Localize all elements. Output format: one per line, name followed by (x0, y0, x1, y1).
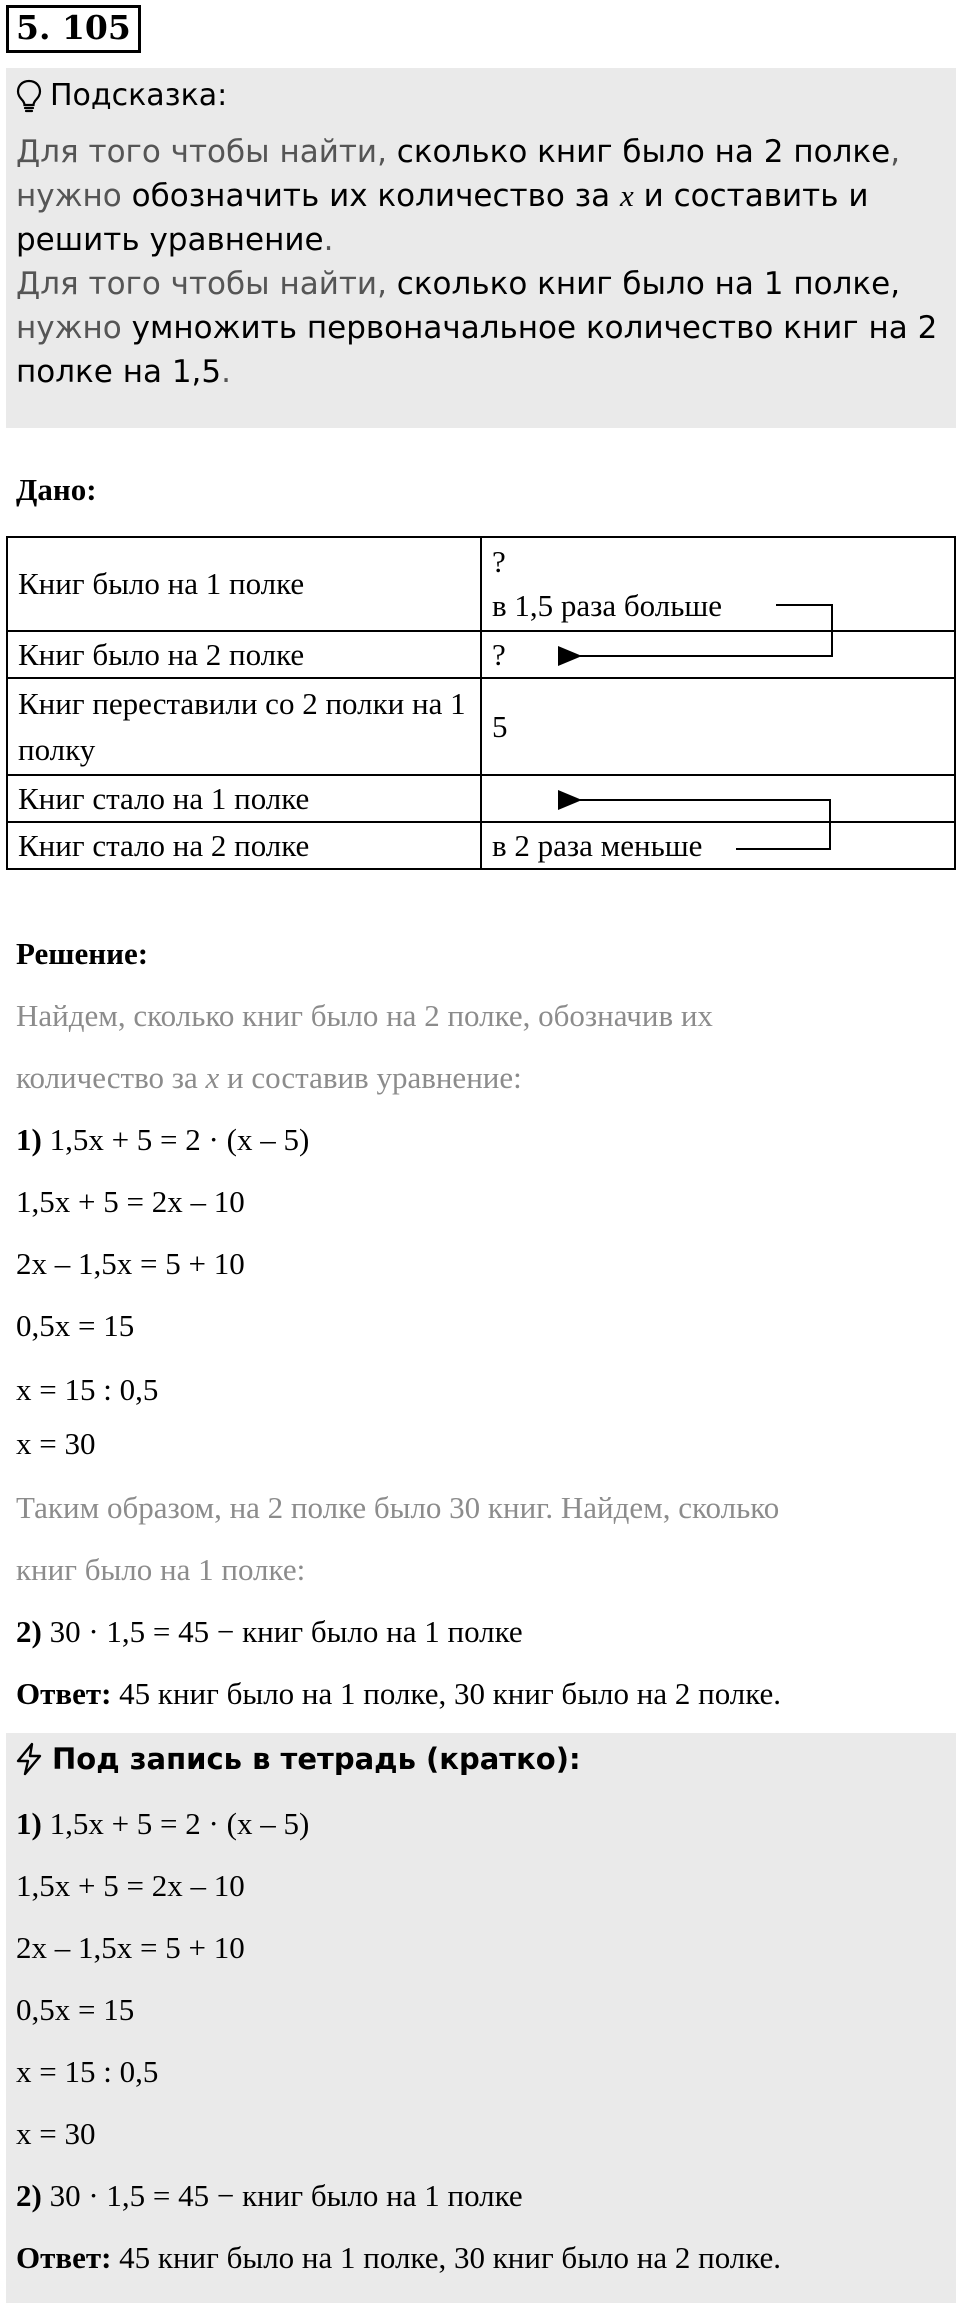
table-cell-label: Книг было на 2 полке (7, 631, 481, 678)
step-2 (16, 1614, 523, 1650)
step-label: 1) (16, 1806, 42, 1841)
brief-title: Под запись в тетрадь (кратко): (52, 1742, 581, 1776)
table-row (7, 822, 955, 869)
table-cell-label: Книг переставили со 2 полки на 1 полку (7, 678, 481, 775)
brief-answer (16, 2240, 781, 2276)
hint-p2-bold2: умножить первоначальное количество книг на 2 полке на 1,5 (16, 310, 938, 390)
solution-mid-1: Таким образом, на 2 полке было 30 книг. Найдем, сколько (16, 1490, 780, 1525)
hint-p2-end: . (221, 354, 231, 390)
answer-text: 45 книг было на 1 полке, 30 книг было на 2 полке. (119, 1676, 782, 1711)
lightbulb-icon (16, 79, 42, 113)
table-cell-label: Книг было на 1 полке (7, 537, 481, 631)
brief-equation-3: 2x – 1,5x = 5 + 10 (16, 1930, 245, 1965)
hint-p1-end: . (323, 222, 334, 258)
hint-p1-bold: сколько книг было на 2 полке (396, 134, 891, 170)
answer (16, 1676, 781, 1712)
equation-3: 2x – 1,5x = 5 + 10 (16, 1246, 245, 1281)
table-cell-value (481, 537, 955, 631)
brief-equation-5: x = 15 : 0,5 (16, 2054, 159, 2089)
intro-text: количество за (16, 1060, 206, 1095)
hint-text (16, 130, 946, 394)
answer-label: Ответ: (16, 1676, 112, 1711)
intro-text: и составив уравнение: (219, 1060, 522, 1095)
lightning-icon (14, 1742, 44, 1776)
table-cell-value: 5 (481, 678, 955, 775)
step-label: 2) (16, 1614, 42, 1649)
solution-intro-2 (16, 1060, 522, 1096)
task-number: 5. 105 (6, 5, 141, 53)
equation-6: x = 30 (16, 1426, 96, 1461)
hint-p1-text2: , нужно (16, 134, 901, 214)
brief-equation-6: x = 30 (16, 2116, 96, 2151)
hint-p1-bold3: и составить и решить уравнение (16, 178, 869, 258)
given-title: Дано: (16, 472, 97, 507)
solution-mid-2: книг было на 1 полке: (16, 1552, 306, 1587)
hint-header (16, 78, 227, 113)
solution-title: Решение: (16, 936, 149, 971)
equation-text: 1,5x + 5 = 2 · (x – 5) (49, 1122, 310, 1157)
hint-p2-bold: сколько книг было на 1 полке, (396, 266, 901, 302)
table-cell-value: в 2 раза меньше (481, 822, 955, 869)
brief-equation-1 (16, 1806, 309, 1842)
table-row (7, 775, 955, 822)
table-cell-value (481, 775, 955, 822)
table-row (7, 537, 955, 631)
equation-2: 1,5x + 5 = 2x – 10 (16, 1184, 245, 1219)
answer-label: Ответ: (16, 2240, 112, 2275)
hint-variable: x (620, 178, 634, 213)
table-cell-label: Книг стало на 1 полке (7, 775, 481, 822)
table-cell-label: Книг стало на 2 полке (7, 822, 481, 869)
hint-p2-text2: нужно (16, 310, 132, 346)
table-row (7, 678, 955, 775)
answer-text: 45 книг было на 1 полке, 30 книг было на 2 полке. (119, 2240, 782, 2275)
hint-p2-text: Для того чтобы найти, (16, 266, 397, 302)
brief-equation-2: 1,5x + 5 = 2x – 10 (16, 1868, 245, 1903)
table-row (7, 631, 955, 678)
hint-p1-text: Для того чтобы найти, (16, 134, 397, 170)
brief-equation-4: 0,5x = 15 (16, 1992, 135, 2027)
equation-5: x = 15 : 0,5 (16, 1372, 159, 1407)
hint-box (6, 68, 956, 428)
brief-header (14, 1742, 581, 1776)
step-text: 30 · 1,5 = 45 − книг было на 1 полке (49, 1614, 523, 1649)
equation-text: 1,5x + 5 = 2 · (x – 5) (49, 1806, 310, 1841)
hint-p1-bold2: обозначить их количество за (131, 178, 620, 214)
hint-title: Подсказка: (50, 78, 228, 113)
value-line: ? (492, 544, 506, 579)
brief-step-2 (16, 2178, 523, 2214)
equation-4: 0,5x = 15 (16, 1308, 135, 1343)
value-line: в 1,5 раза больше (492, 588, 723, 623)
given-table (6, 536, 956, 870)
intro-variable: x (205, 1060, 220, 1095)
solution-intro-1: Найдем, сколько книг было на 2 полке, обозначив их (16, 998, 713, 1033)
equation-1 (16, 1122, 309, 1158)
table-cell-value: ? (481, 631, 955, 678)
step-label: 2) (16, 2178, 42, 2213)
step-text: 30 · 1,5 = 45 − книг было на 1 полке (49, 2178, 523, 2213)
step-label: 1) (16, 1122, 42, 1157)
